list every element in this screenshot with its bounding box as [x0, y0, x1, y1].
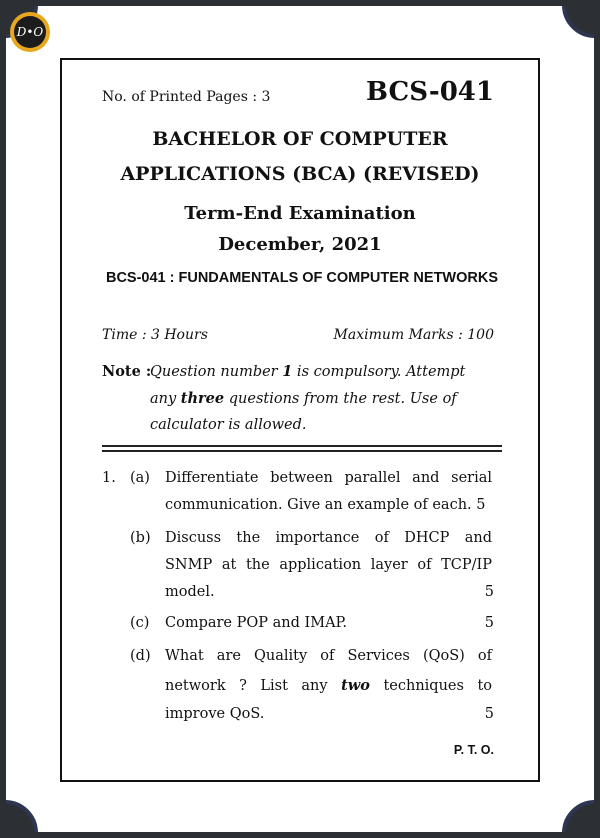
course-code: BCS-041 — [366, 77, 494, 107]
part-text: Differentiate between parallel and serial — [165, 470, 492, 486]
part-text: What are Quality of Services (QoS) of — [165, 648, 492, 664]
question-1 — [62, 60, 538, 780]
note-label: Note : — [102, 363, 152, 380]
exam-sheet — [60, 58, 540, 782]
note-line: calculator is allowed. — [150, 417, 307, 433]
note-line: Question number 1 is compulsory. Attempt — [150, 363, 466, 380]
printed-pages: No. of Printed Pages : 3 — [102, 89, 271, 105]
question-number: 1. — [102, 470, 116, 486]
page-turn-indicator: P. T. O. — [453, 743, 494, 757]
program-title-line2: APPLICATIONS (BCA) (REVISED) — [120, 163, 480, 185]
part-marks: 5 — [484, 584, 494, 600]
program-title-line1: BACHELOR OF COMPUTER — [152, 128, 448, 150]
part-label: (d) — [130, 648, 151, 664]
part-text: network ? List any two techniques to — [165, 677, 492, 694]
exam-title: Term-End Examination — [184, 203, 416, 224]
corner-decoration — [562, 6, 594, 38]
page-frame — [6, 6, 594, 832]
logo-icon — [10, 12, 50, 52]
corner-decoration — [562, 800, 594, 832]
corner-decoration — [6, 800, 38, 832]
logo-text: D•O — [14, 16, 46, 48]
part-text: model. — [165, 584, 215, 600]
part-text: communication. Give an example of each. 5 — [165, 497, 486, 513]
part-text: Compare POP and IMAP. — [165, 615, 347, 631]
maximum-marks: Maximum Marks : 100 — [333, 327, 494, 343]
part-text: Discuss the importance of DHCP and — [165, 530, 492, 546]
part-label: (a) — [130, 470, 150, 486]
part-label: (b) — [130, 530, 151, 546]
time-allowed: Time : 3 Hours — [102, 327, 208, 343]
part-text: SNMP at the application layer of TCP/IP — [165, 557, 492, 573]
exam-date: December, 2021 — [218, 234, 382, 255]
part-text: improve QoS. — [165, 706, 265, 722]
subject-title: BCS-041 : FUNDAMENTALS OF COMPUTER NETWORKS — [105, 270, 499, 286]
part-marks: 5 — [484, 706, 494, 722]
part-label: (c) — [130, 615, 150, 631]
part-marks: 5 — [484, 615, 494, 631]
note-line: any three questions from the rest. Use of — [150, 390, 457, 407]
